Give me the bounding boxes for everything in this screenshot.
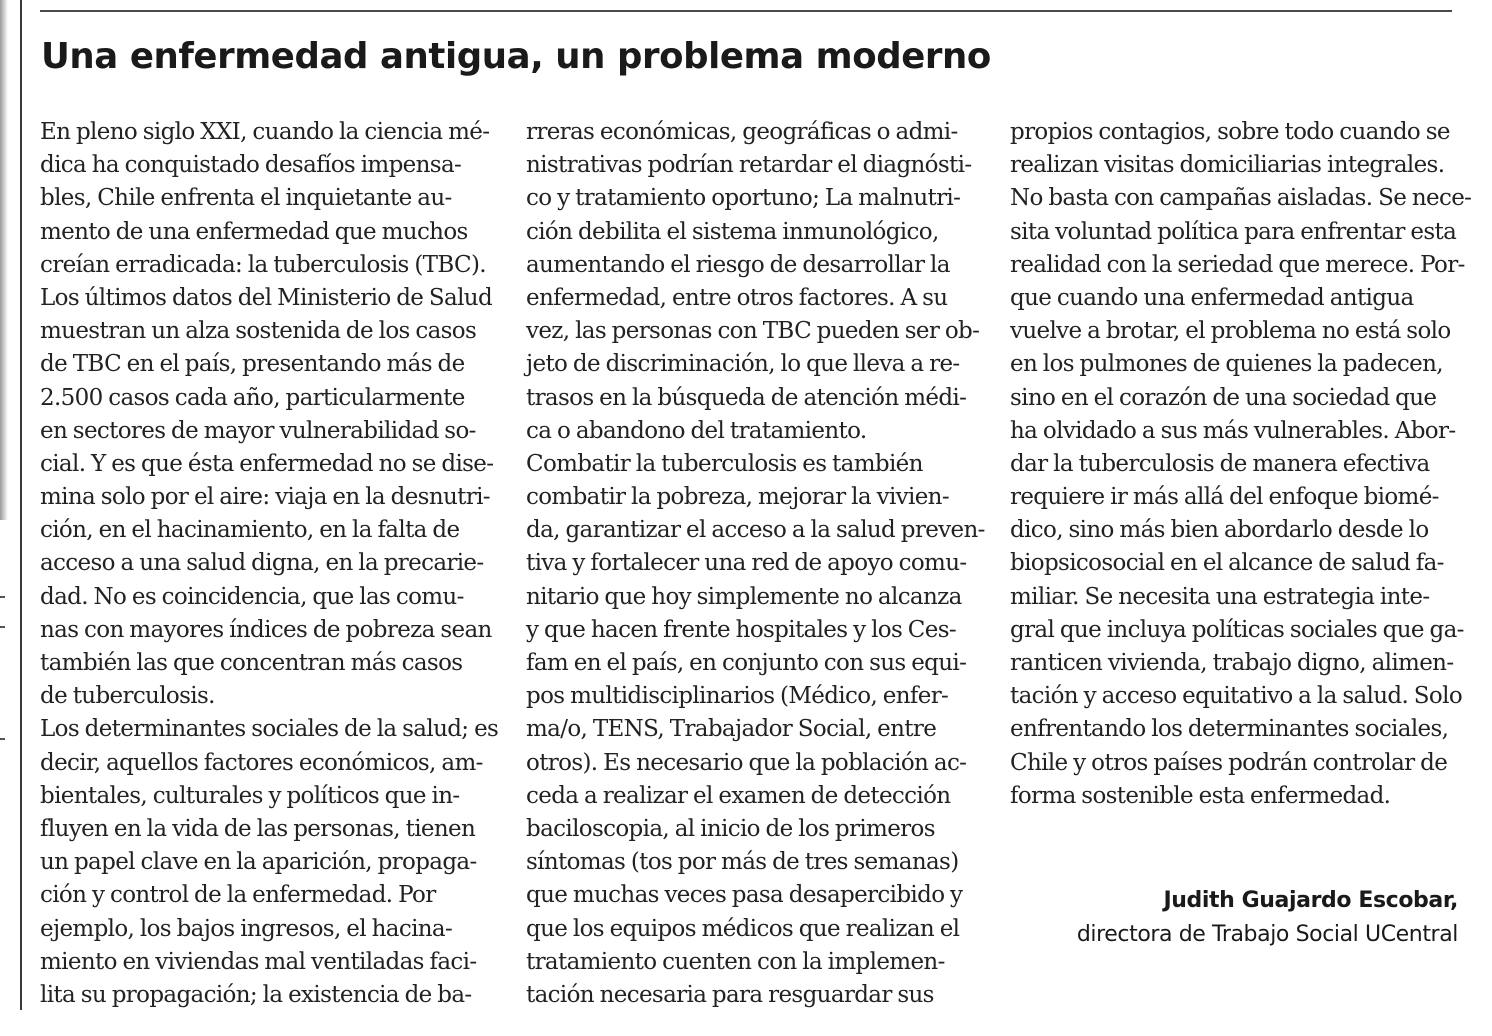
text-line: dar la tuberculosis de manera efectiva [1010, 450, 1430, 477]
text-line: y que hacen frente hospitales y los Ces- [526, 616, 956, 643]
text-line: baciloscopia, al inicio de los primeros [526, 815, 935, 842]
text-line: en los pulmones de quienes la padecen, [1010, 351, 1443, 378]
text-line: pos multidisciplinarios (Médico, enfer- [526, 683, 949, 710]
edge-mark [0, 738, 5, 740]
text-line: vuelve a brotar, el problema no está solo [1010, 318, 1451, 345]
text-line: enfrentando los determinantes sociales, [1010, 716, 1449, 743]
text-line: mento de una enfermedad que muchos [40, 218, 468, 245]
article-column-3 [1010, 116, 1471, 813]
text-line: que muchas veces pasa desapercibido y [526, 882, 963, 909]
adjacent-column-edge [0, 0, 8, 520]
text-line: ción, en el hacinamiento, en la falta de [40, 517, 460, 544]
text-line: ción y control de la enfermedad. Por [40, 882, 436, 909]
text-line: ha olvidado a sus más vulnerables. Abor- [1010, 417, 1456, 444]
text-line: Los determinantes sociales de la salud; es [40, 716, 499, 743]
text-line: tiva y fortalecer una red de apoyo comu- [526, 550, 967, 577]
text-line: miliar. Se necesita una estrategia inte- [1010, 583, 1430, 610]
text-line: síntomas (tos por más de tres semanas) [526, 849, 959, 876]
text-line: sita voluntad política para enfrentar esta [1010, 218, 1457, 245]
text-line: creían erradicada: la tuberculosis (TBC). [40, 251, 486, 278]
text-line: En pleno siglo XXI, cuando la ciencia mé- [40, 119, 490, 145]
text-line: nistrativas podrían retardar el diagnósti- [526, 152, 972, 179]
text-line: otros). Es necesario que la población ac- [526, 749, 967, 776]
column-divider [20, 0, 22, 1010]
text-line: bientales, culturales y políticos que in- [40, 782, 460, 809]
text-line: dad. No es coincidencia, que las comu- [40, 583, 464, 610]
article-title: Una enfermedad antigua, un problema moderno [41, 36, 991, 77]
text-line: ca o abandono del tratamiento. [526, 417, 867, 444]
text-line: Combatir la tuberculosis es también [526, 450, 923, 477]
text-line: ceda a realizar el examen de detección [526, 782, 951, 809]
text-line: muestran un alza sostenida de los casos [40, 318, 477, 345]
article-column-1 [40, 116, 498, 1012]
byline-role: directora de Trabajo Social UCentral [1076, 922, 1458, 947]
text-line: forma sostenible esta enfermedad. [1010, 782, 1391, 809]
article-column-2 [526, 116, 985, 1012]
text-line: lita su propagación; la existencia de ba- [40, 981, 472, 1008]
text-line: Chile y otros países podrán controlar de [1010, 749, 1448, 776]
text-line: co y tratamiento oportuno; La malnutri- [526, 185, 961, 212]
text-line: sino en el corazón de una sociedad que [1010, 384, 1437, 411]
text-line: nas con mayores índices de pobreza sean [40, 616, 492, 643]
text-line: propios contagios, sobre todo cuando se [1010, 119, 1450, 145]
text-line: requiere ir más allá del enfoque biomé- [1010, 484, 1439, 511]
text-line: miento en viviendas mal ventiladas faci- [40, 948, 477, 975]
edge-mark [0, 596, 5, 598]
text-line: también las que concentran más casos [40, 650, 463, 676]
text-line: rreras económicas, geográficas o admi- [526, 119, 958, 145]
text-line: de TBC en el país, presentando más de [40, 351, 465, 378]
text-line: aumentando el riesgo de desarrollar la [526, 251, 950, 278]
text-line: jeto de discriminación, lo que lleva a re- [526, 351, 960, 378]
text-line: bles, Chile enfrenta el inquietante au- [40, 185, 452, 212]
text-line: combatir la pobreza, mejorar la vivien- [526, 484, 949, 511]
text-line: 2.500 casos cada año, particularmente [40, 384, 465, 411]
text-line: vez, las personas con TBC pueden ser ob- [526, 318, 980, 345]
text-line: Los últimos datos del Ministerio de Salud [40, 284, 493, 311]
text-line: ranticen vivienda, trabajo digno, alimen- [1010, 650, 1454, 676]
text-line: un papel clave en la aparición, propaga- [40, 849, 477, 876]
text-line: acceso a una salud digna, en la precarie- [40, 550, 484, 577]
text-line: ejemplo, los bajos ingresos, el hacina- [40, 915, 453, 942]
text-line: realidad con la seriedad que merece. Por- [1010, 251, 1465, 278]
text-line: que cuando una enfermedad antigua [1010, 284, 1414, 311]
byline-author: Judith Guajardo Escobar, [1163, 888, 1458, 913]
text-line: mina solo por el aire: viaja en la desnutri- [40, 484, 490, 511]
top-rule [40, 10, 1452, 12]
text-line: dica ha conquistado desafíos impensa- [40, 152, 462, 179]
text-line: que los equipos médicos que realizan el [526, 915, 960, 942]
text-line: da, garantizar el acceso a la salud preven- [526, 517, 985, 544]
text-line: tación y acceso equitativo a la salud. Solo [1010, 683, 1463, 710]
text-line: de tuberculosis. [40, 683, 215, 710]
text-line: fam en el país, en conjunto con sus equi- [526, 650, 967, 676]
text-line: realizan visitas domiciliarias integrales. [1010, 152, 1445, 179]
edge-mark [0, 626, 5, 628]
text-line: cial. Y es que ésta enfermedad no se dise- [40, 450, 494, 477]
text-line: tación necesaria para resguardar sus [526, 981, 934, 1008]
text-line: ción debilita el sistema inmunológico, [526, 218, 939, 245]
text-line: enfermedad, entre otros factores. A su [526, 284, 948, 311]
text-line: tratamiento cuenten con la implemen- [526, 948, 945, 975]
text-line: No basta con campañas aisladas. Se nece- [1010, 185, 1472, 212]
text-line: gral que incluya políticas sociales que ga- [1010, 616, 1464, 643]
text-line: trasos en la búsqueda de atención médi- [526, 384, 967, 411]
text-line: ma/o, TENS, Trabajador Social, entre [526, 716, 937, 743]
text-line: dico, sino más bien abordarlo desde lo [1010, 517, 1429, 544]
byline [1077, 884, 1458, 952]
text-line: decir, aquellos factores económicos, am- [40, 749, 483, 776]
text-line: biopsicosocial en el alcance de salud fa- [1010, 550, 1444, 577]
text-line: fluyen en la vida de las personas, tienen [40, 815, 476, 842]
text-line: nitario que hoy simplemente no alcanza [526, 583, 962, 610]
text-line: en sectores de mayor vulnerabilidad so- [40, 417, 476, 444]
